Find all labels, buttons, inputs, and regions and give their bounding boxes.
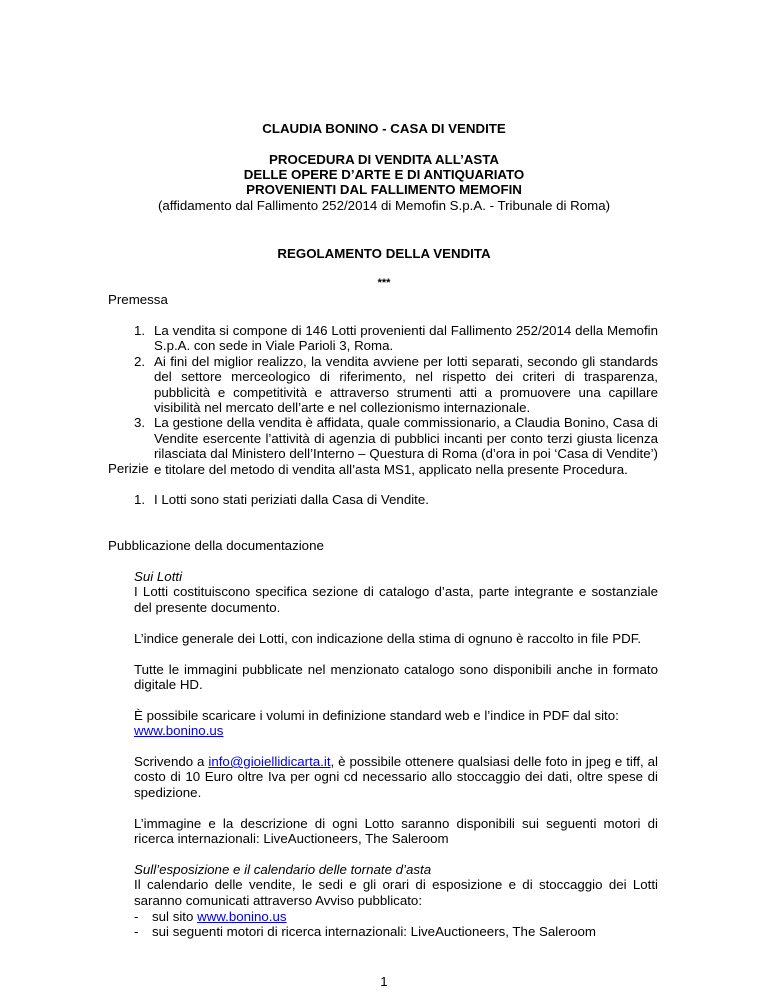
email-link[interactable]: info@gioiellidicarta.it	[208, 754, 331, 769]
regolamento-heading: REGOLAMENTO DELLA VENDITA	[277, 246, 491, 261]
esposizione-text: Il calendario delle vendite, le sedi e gli orari di esposizione e di stoccaggio dei Lotti saranno comunicati attraverso Avviso pubblicato:	[134, 877, 658, 908]
site-link[interactable]: www.bonino.us	[134, 723, 224, 739]
list-item: 1. La vendita si compone di 146 Lotti provenienti dal Fallimento 252/2014 della Memofin S.p.A. con sede in Viale Parioli 3, Roma.	[134, 323, 658, 354]
immagini-text: Tutte le immagini pubblicate nel menzionato catalogo sono disponibili anche in formato digitale HD.	[134, 662, 658, 693]
list-item: 1. I Lotti sono stati periziati dalla Casa di Vendite.	[134, 492, 429, 507]
pubblicazione-heading: Pubblicazione della documentazione	[108, 538, 324, 553]
list-item: 2. Ai fini del miglior realizzo, la vendita avviene per lotti separati, secondo gli standards del settore merceologico di riferimento, nel rispetto dei criteri di trasparenza, pubblicità e competitività e attraverso strumenti atti a promuovere una capillare visibilità nel mercato dell’arte e nel collezionismo internazionale.	[134, 353, 658, 416]
title-line-2: DELLE OPERE D’ARTE E DI ANTIQUARIATO	[243, 167, 525, 182]
esposizione-title: Sull’esposizione e il calendario delle tornate d’asta	[134, 862, 432, 877]
motori-text: L’immagine e la descrizione di ogni Lotto saranno disponibili sui seguenti motori di ricerca internazionali: LiveAuctioneers, The Saleroom	[134, 816, 658, 847]
scrivendo-text: Scrivendo a info@gioiellidicarta.it, è possibile ottenere qualsiasi delle foto in jpeg e tiff, al costo di 10 Euro oltre Iva per ogni cd necessario allo stoccaggio dei dati, oltre spese di spedizione.	[134, 754, 658, 800]
sui-lotti-title: Sui Lotti	[134, 569, 183, 584]
title-line-1: PROCEDURA DI VENDITA ALL’ASTA	[269, 152, 499, 167]
scaricare-text: È possibile scaricare i volumi in definizione standard web e l’indice in PDF dal sito:	[134, 708, 619, 723]
indice-text: L’indice generale dei Lotti, con indicazione della stima di ognuno è raccolto in file PDF.	[134, 631, 642, 646]
dash-item-site: - sul sito www.bonino.us	[134, 909, 287, 924]
sui-lotti-block	[134, 569, 658, 615]
scaricare-block	[134, 708, 658, 739]
dash-item-motori: - sui seguenti motori di ricerca internazionali: LiveAuctioneers, The Saleroom	[134, 924, 596, 939]
auction-house-name: CLAUDIA BONINO - CASA DI VENDITE	[262, 121, 506, 136]
esposizione-block	[134, 862, 658, 908]
title-line-3: PROVENIENTI DAL FALLIMENTO MEMOFIN	[246, 182, 522, 197]
premessa-heading: Premessa	[108, 292, 168, 307]
site-link-2[interactable]: www.bonino.us	[197, 909, 287, 924]
sui-lotti-text: I Lotti costituiscono specifica sezione di catalogo d’asta, parte integrante e sostanziale del presente documento.	[134, 584, 658, 615]
perizie-heading: Perizie	[108, 461, 149, 476]
premessa-list	[134, 323, 658, 477]
separator-stars: ***	[377, 277, 391, 289]
perizie-list	[134, 492, 658, 507]
list-item: 3. La gestione della vendita è affidata, quale commissionario, a Claudia Bonino, Casa di Vendite esercente l’attività di agenzia di pubblici incanti per conto terzi giusta licenza rilasciata dal Ministero dell’Interno – Questura di Roma (d’ora in poi ‘Casa di Vendite’) e titolare del metodo di vendita all’asta MS1, applicato nella presente Procedura.	[134, 415, 658, 477]
page-number: 1	[380, 974, 388, 989]
title-subtitle: (affidamento dal Fallimento 252/2014 di Memofin S.p.A. - Tribunale di Roma)	[157, 198, 611, 213]
